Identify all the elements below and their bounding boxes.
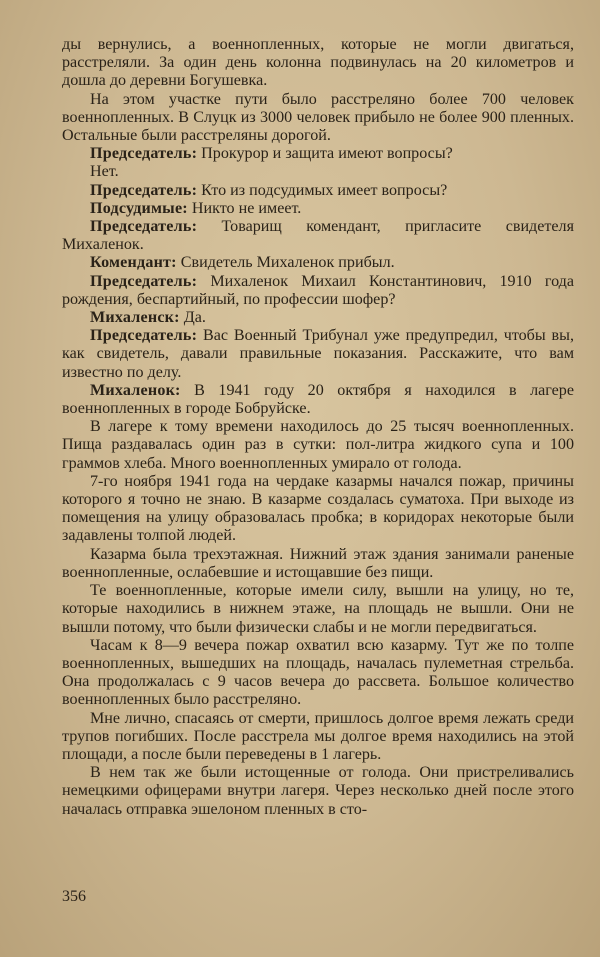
paragraph: Часам к 8—9 вечера пожар охватил всю казарму. Тут же по толпе военнопленных, вышедших на площадь, началась пулеметная стрельба. Она продолжалась с 9 часов вечера до рассвета. Большое количество военнопленных было расстреляно. (62, 636, 574, 709)
paragraph: Казарма была трехэтажная. Нижний этаж здания занимали раненые военнопленные, ослабевшие и истощавшие без пищи. (62, 545, 574, 581)
speaker-label: Председатель: (90, 218, 198, 236)
speech-text: Товарищ комендант, пригласите свидетеля Михаленок. (62, 218, 574, 254)
paragraph: На этом участке пути было расстреляно более 700 человек военнопленных. В Слуцк из 3000 человек прибыло не более 900 пленных. Остальные были расстреляны дорогой. (62, 90, 574, 145)
speaker-label: Михаленск: (90, 309, 180, 327)
dialogue-line (62, 218, 574, 254)
page-number: 356 (62, 888, 86, 905)
speaker-label: Председатель: (90, 145, 198, 163)
speech-text: Вас Военный Трибунал уже предупредил, чтобы вы, как свидетель, давали правильные показания. Расскажите, что вам известно по делу. (62, 327, 574, 381)
dialogue-line (62, 254, 574, 272)
speaker-label: Михаленок: (90, 381, 181, 399)
speaker-label: Председатель: (90, 327, 198, 345)
dialogue-line (62, 145, 574, 163)
dialogue-line (62, 273, 574, 309)
dialogue-line (62, 200, 574, 218)
speaker-label: Комендант: (90, 254, 177, 272)
paragraph: 7-го ноября 1941 года на чердаке казармы начался пожар, причины которого я точно не знаю. В казарме создалась суматоха. При выходе из помещения на улицу образовалась пробка; в коридорах некоторые были задавлены толпой людей. (62, 472, 574, 545)
dialogue-line (62, 309, 574, 327)
speaker-label: Подсудимые: (90, 199, 188, 217)
speech-text: Свидетель Михаленок прибыл. (176, 254, 395, 272)
paragraph: Нет. (90, 163, 119, 181)
dialogue-line (62, 382, 574, 418)
speaker-label: Председатель: (90, 272, 198, 290)
speaker-label: Председатель: (90, 181, 198, 199)
paragraph: ды вернулись, а военнопленных, которые не могли двигаться, расстреляли. За один день колонна подвинулась на 20 километров и дошла до деревни Богушевка. (62, 36, 574, 90)
paragraph: В лагере к тому времени находилось до 25 тысяч военнопленных. Пища раздавалась один раз в сутки: пол-литра жидкого супа и 100 граммов хлеба. Много военнопленных умирало от голода. (62, 418, 574, 472)
speech-text: Кто из подсудимых имеет вопросы? (197, 181, 448, 199)
speech-text: В 1941 году 20 октября я находился в лагере военнопленных в городе Бобруйске. (62, 381, 574, 418)
speech-text: Михаленок Михаил Константинович, 1910 года рождения, беспартийный, по профессии шофер? (62, 272, 574, 308)
speech-text: Никто не имеет. (187, 199, 302, 217)
dialogue-line (62, 327, 574, 382)
paragraph: В нем так же были истощенные от голода. Они пристреливались немецкими офицерами внутри лагеря. Через несколько дней после этого началась отправка эшелоном пленных в сто- (62, 764, 574, 818)
document-body (62, 36, 574, 819)
paragraph: Мне лично, спасаясь от смерти, пришлось долгое время лежать среди трупов погибших. После расстрела мы долгое время находились на этой площади, а после были переведены в 1 лагерь. (62, 709, 574, 763)
speech-text: Прокурор и защита имеют вопросы? (197, 145, 453, 163)
speech-text: Да. (179, 309, 206, 327)
paragraph: Те военнопленные, которые имели силу, вышли на улицу, но те, которые находились в нижнем этаже, на площадь не вышли. Они не вышли потому, что были физически слабы и не могли передвигаться. (62, 582, 574, 636)
dialogue-line (62, 182, 574, 200)
